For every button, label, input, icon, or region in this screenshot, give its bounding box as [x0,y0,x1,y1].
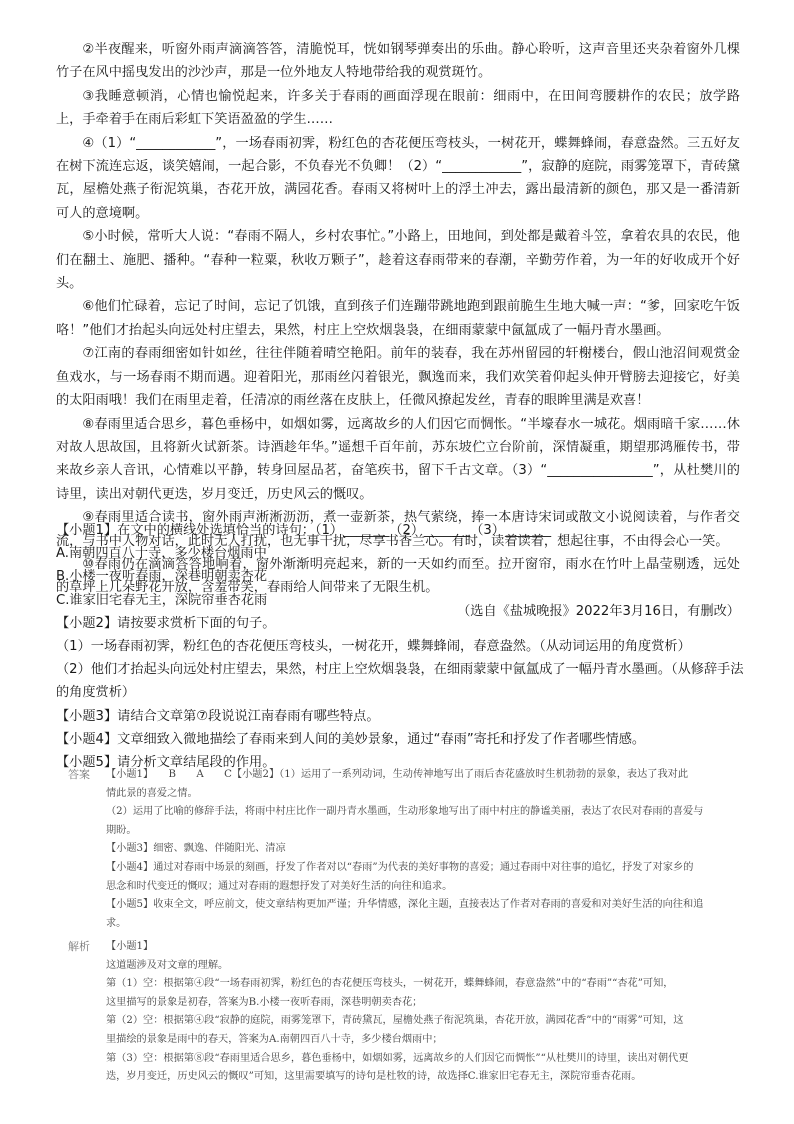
option-c: C.谁家旧宅春无主，深院帘垂杏花雨 [56,592,268,608]
question-1: 【小题1】在文中的横线处选填恰当的诗句：（1）_______（2）_______（3）_______ [56,523,552,538]
answer-line: 思念和时代变迁的慨叹；通过对春雨的遐想抒发了对美好生活的向往和追求。 [106,880,453,892]
explanation-line: 第（2）空：根据第④段“寂静的庭院，雨雾笼罩下，青砖黛瓦，屋檐处燕子衔泥筑巢，杏花开放，满园花香”中的“雨雾”可知，这 [106,1015,684,1027]
passage-source: （选自《盐城晚报》2022年3月16日，有删改） [457,603,740,619]
option-b: B.小楼一夜听春雨，深巷明朝卖杏花 [56,569,268,585]
paragraph-5: ⑤小时候，常听大人说：“春雨不隔人，乡村农事忙。”小路上，田地间，到处都是戴着斗笠，拿着农具的农民，他们在翻土、施肥、播种。“春种一粒粟，秋收万颗子”，趁着这春雨带来的春潮，辛勤劳作着，为一年的好收成开个好头。 [56,229,740,292]
answer-label: 答案 [68,768,90,781]
answer-line: 【小题1】 B A C【小题2】（1）运用了一系列动词，生动传神地写出了雨后杏花盛放时生机勃勃的景象，表达了我对此 [106,769,689,780]
explanation-line: 这道题涉及对文章的理解。 [106,959,229,971]
paragraph-10: ⑩春雨仍在滴滴答答地响着，窗外渐渐明亮起来，新的一天如约而至。拉开窗帘，雨水在竹叶上晶莹剔透，远处的草坪上几朵野花开放，含羞带笑，春雨给人间带来了无限生机。 [56,556,740,596]
explanation-line: 这里描写的景象是初春，答案为B.小楼一夜听春雨，深巷明朝卖杏花； [106,996,423,1008]
answer-line: 【小题5】收束全文，呼应前文，使文章结构更加严谨；升华情感，深化主题，直接表达了作者对春雨的喜爱和对美好生活的向往和追 [106,899,704,911]
paragraph-4: ④（1）“____________”，一场春雨初霁，粉红色的杏花便压弯枝头，一树花开，蝶舞蜂闹，春意盎然。三五好友在树下流连忘返，谈笑嬉闹，一起合影，不负春光不负卿！（2）“____________”，寂静的庭院，雨雾笼罩下，青砖黛瓦，屋檐处燕子衔泥筑巢，杏花开放，满园花香。春雨又将树叶上的浮土冲去，露出最清新的颜色，那又是一番清新可人的意境啊。 [56,135,740,221]
answer-line: 期盼。 [106,824,137,836]
paragraph-9: ⑨春雨里适合读书，窗外雨声淅淅沥沥，煮一壶新茶，热气萦绕，捧一本唐诗宋词或散文小说阅读着，与作者交流，与书中人物对话，此时无人打扰，也无事干扰，尽享书香兰心。有时，读着读着，想起往事，不由得会心一笑。 [56,510,740,549]
explanation-section [68,938,738,1087]
answer-line: 【小题4】通过对春雨中场景的刻画，抒发了作者对以“春雨”为代表的美好事物的喜爱；通过春雨中对往事的追忆，抒发了对家乡的 [106,861,694,873]
explanation-line: 里描绘的景象是雨中的春天，答案为A.南朝四百八十寺，多少楼台烟雨中； [106,1033,443,1045]
question-2-part-1: （1）一场春雨初霁，粉红色的杏花便压弯枝头，一树花开，蝶舞蜂闹，春意盎然。（从动词运用的角度赏析） [56,639,691,655]
answer-content [106,766,738,933]
question-2-part-2: （2）他们才抬起头向远处村庄望去，果然，村庄上空炊烟袅袅，在细雨蒙蒙中氤氲成了一幅丹青水墨画。（从修辞手法的角度赏析） [56,662,744,701]
answer-line: （2）运用了比喻的修辞手法，将雨中村庄比作一副丹青水墨画，生动形象地写出了雨中村庄的静谧美丽，表达了农民对春雨的喜爱与 [106,806,704,818]
answer-line: 【小题3】细密、飘逸、伴随阳光、清凉 [106,843,286,855]
paragraph-7: ⑦江南的春雨细密如针如丝，往往伴随着晴空艳阳。前年的装春，我在苏州留园的轩榭楼台，假山池沼间观赏金鱼戏水，与一场春雨不期而遇。迎着阳光，那雨丝闪着银光，飘逸而来，我们欢笑着仰起头伸开臂膀去迎接它，好美的太阳雨哦！我们在雨里走着，任清凉的雨丝落在皮肤上，任微风撩起发丝，青春的眼眸里满是欢喜！ [56,346,740,409]
explanation-line: 第（1）空：根据第④段“一场春雨初霁，粉红色的杏花便压弯枝头，一树花开，蝶舞蜂闹，春意盎然”中的“春雨”“杏花”可知， [106,978,674,990]
paragraph-6: ⑥他们忙碌着，忘记了时间，忘记了饥饿，直到孩子们连蹦带跳地跑到跟前脆生生地大喊一声：“爹，回家吃午饭咯！”他们才抬起头向远处村庄望去，果然，村庄上空炊烟袅袅，在细雨蒙蒙中氤氲成了一幅丹青水墨画。 [56,299,740,338]
paragraph-8: ⑧春雨里适合思乡，暮色垂杨中，如烟如雾，远离故乡的人们因它而惆怅。“半壕春水一城花。烟雨暗千家……休对故人思故国，且将新火试新茶。诗酒趁年华。”遥想千百年前，苏东坡伫立台阶前，深情凝重，期望那鸿雁传书，带来故乡亲人音讯，心情难以平静，转身回屋品茗，奋笔疾书，留下千古文章。（3）“________________”，从杜樊川的诗里，读出对朝代更迭，岁月变迁，历史风云的慨叹。 [56,416,740,502]
paragraph-2: ②半夜醒来，听窗外雨声滴滴答答，清脆悦耳，恍如钢琴弹奏出的乐曲。静心聆听，这声音里还夹杂着窗外几棵竹子在风中摇曳发出的沙沙声，那是一位外地友人特地带给我的观赏斑竹。 [56,42,740,81]
paragraph-3: ③我睡意顿消，心情也愉悦起来，许多关于春雨的画面浮现在眼前：细雨中，在田间弯腰耕作的农民；放学路上，手牵着手在雨后彩虹下笑语盈盈的学生…… [56,88,740,128]
explanation-content [106,938,738,1087]
question-4: 【小题4】文章细致入微地描绘了春雨来到人间的美妙景象，通过“春雨”寄托和抒发了作者哪些情感。 [56,731,646,747]
question-2: 【小题2】请按要求赏析下面的句子。 [56,615,276,631]
answer-line: 求。 [106,917,127,929]
explanation-label: 解析 [68,940,90,953]
question-3: 【小题3】请结合文章第⑦段说说江南春雨有哪些特点。 [56,708,380,724]
option-a: A.南朝四百八十寺，多少楼台烟雨中 [56,546,267,562]
explanation-line: 第（3）空：根据第⑧段“春雨里适合思乡，暮色垂杨中，如烟如雾，远离故乡的人们因它而惆怅”“从杜樊川的诗里，读出对朝代更 [106,1052,689,1064]
question-5: 【小题5】请分析文章结尾段的作用。 [56,755,276,771]
question-list [56,519,746,774]
answer-line: 情此景的喜爱之情。 [106,787,198,799]
answer-section [68,766,738,933]
explanation-line: 【小题1】 [106,941,154,952]
explanation-line: 迭，岁月变迁，历史风云的慨叹”可知，这里需要填写的诗句是杜牧的诗，故选择C.谁家旧宅春无主，深院帘垂杏花雨。 [106,1071,642,1083]
